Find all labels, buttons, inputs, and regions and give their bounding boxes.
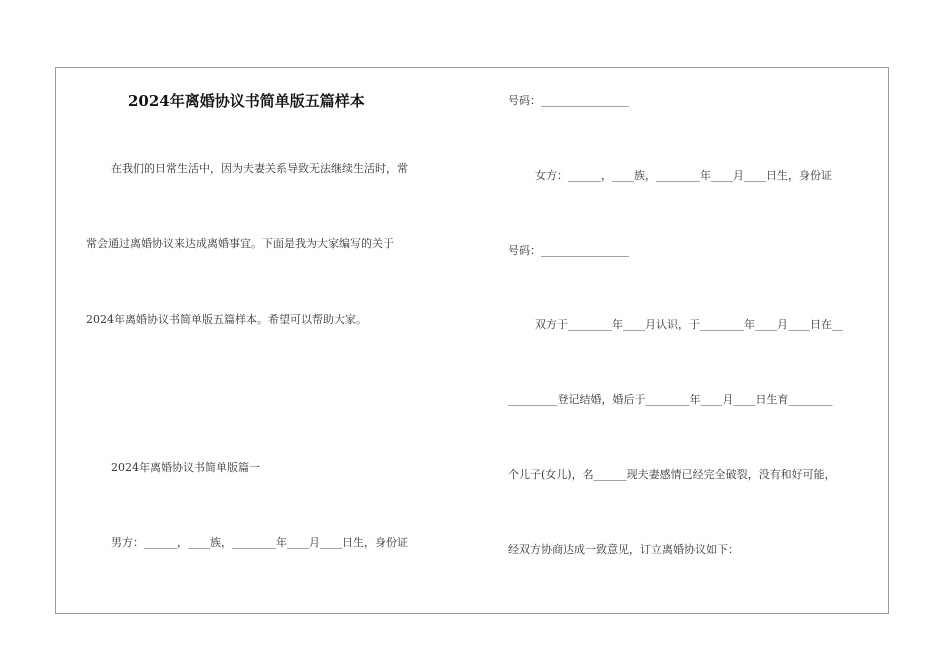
agreement-intro-line: 经双方协商达成一致意见，订立离婚协议如下： [508, 543, 739, 556]
acquaintance-dates-line: 双方于________年____月认识，于________年____月____日在__ [535, 318, 843, 331]
female-party-line: 女方：______，____族，________年____月____日生，身份证 [535, 169, 832, 182]
section-heading: 2024年离婚协议书简单版篇一 [111, 461, 260, 474]
document-title: 2024年离婚协议书简单版五篇样本 [128, 92, 365, 110]
page-frame [55, 67, 889, 614]
id-number-line-1: 号码：________________ [508, 94, 629, 107]
intro-line-2: 常会通过离婚协议来达成离婚事宜。下面是我为大家编写的关于 [86, 237, 394, 250]
marriage-registration-line: _________登记结婚，婚后于________年____月____日生育________ [508, 393, 833, 406]
intro-line-3: 2024年离婚协议书简单版五篇样本。希望可以帮助大家。 [86, 313, 367, 326]
children-line: 个儿子(女儿)，名______现夫妻感情已经完全破裂，没有和好可能， [508, 468, 836, 481]
intro-line-1: 在我们的日常生活中，因为夫妻关系导致无法继续生活时，常 [111, 162, 408, 175]
id-number-line-2: 号码：________________ [508, 244, 629, 257]
male-party-line: 男方：______，____族，________年____月____日生，身份证 [111, 536, 408, 549]
